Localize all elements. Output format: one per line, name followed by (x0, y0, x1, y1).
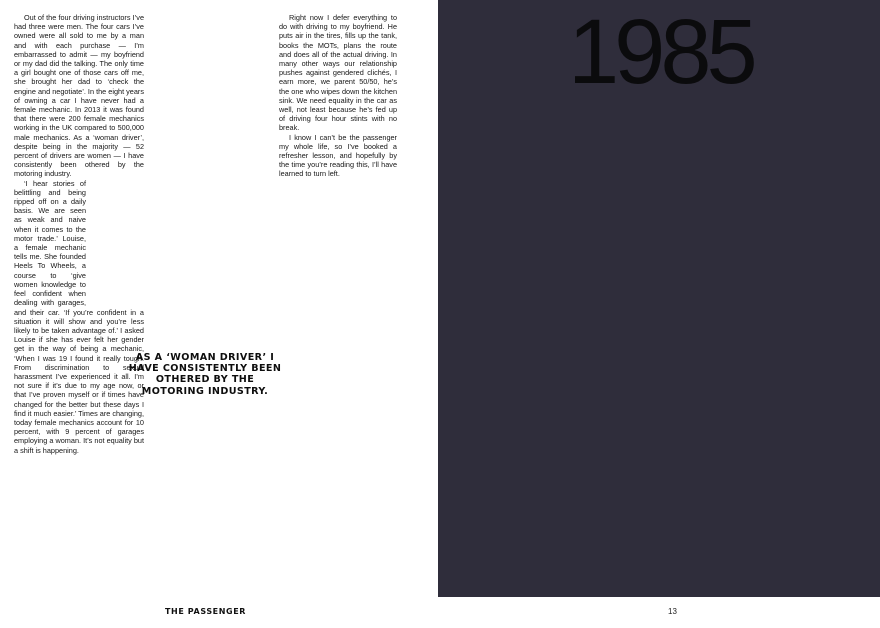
page-number: 13 (668, 607, 677, 616)
article-paragraph (14, 179, 144, 455)
article-column-left (14, 13, 144, 455)
article-column-right (279, 13, 397, 179)
feature-year: 1985 (568, 1, 753, 103)
magazine-title: THE PASSENGER (165, 607, 247, 616)
article-paragraph-text: ‘I hear stories of belittling and being ripped off on a daily basis. We are seen as weak and naive when it comes to the motor trade.’ Louise, a female mechanic tells me. She founded Heels To Wheels, a course to ‘give women knowledge to feel confident when dealing with garages, and their car. ‘If you’re confident in a situation it will show and you’re less likely to be taken advantage of.’ I asked Louise if she has ever felt her gender get in the way of being a mechanic, ‘When I was 19 I found it really tough. From discrimination to sexual harassment I’ve experienced it all. I’m not sure if it’s due to my age now, or that I’ve proven myself or if times have changed for the better but these days I find it much easier.’ Times are changing, today female mechanics account for 10 percent, with 9 percent of garages employing a woman. It’s not equality but a shift is happening. (14, 178, 144, 455)
article-paragraph: I know I can’t be the passenger my whole life, so I’ve booked a refresher lesson, and hopefully by the time you’re reading this, I’ll have learned to turn left. (279, 132, 397, 179)
pull-quote: AS A ‘WOMAN DRIVER’ I HAVE CONSISTENTLY BEEN OTHERED BY THE MOTORING INDUSTRY. (128, 352, 282, 397)
pull-quote-gutter (90, 179, 144, 305)
article-paragraph: Out of the four driving instructors I’ve had three were men. The four cars I’ve owned were all sold to me by a man and with each purchase — I’m embarrassed to admit — my boyfriend or my dad did the talking. The only time a girl bought one of those cars off me, she brought her dad to ‘check the engine and negotiate’. In the eight years of owning a car I have never had a female mechanic. In 2013 it was found that there were 200 female mechanics working in the UK compared to 500,000 male mechanics. As a ‘woman driver’, despite being in the majority — 52 percent of drivers are women — I have consistently been othered by the motoring industry. (14, 13, 144, 179)
article-paragraph: Right now I defer everything to do with driving to my boyfriend. He puts air in the tires, fills up the tank, books the MOTs, plans the route and does all of the actual driving. In many other ways our relationship pushes against gendered clichés, I earn more, we parent 50/50, he’s the one who wipes down the kitchen sink. We need equality in the car as well, not least because he’s fed up of driving four hour stints with no break. (279, 13, 397, 133)
